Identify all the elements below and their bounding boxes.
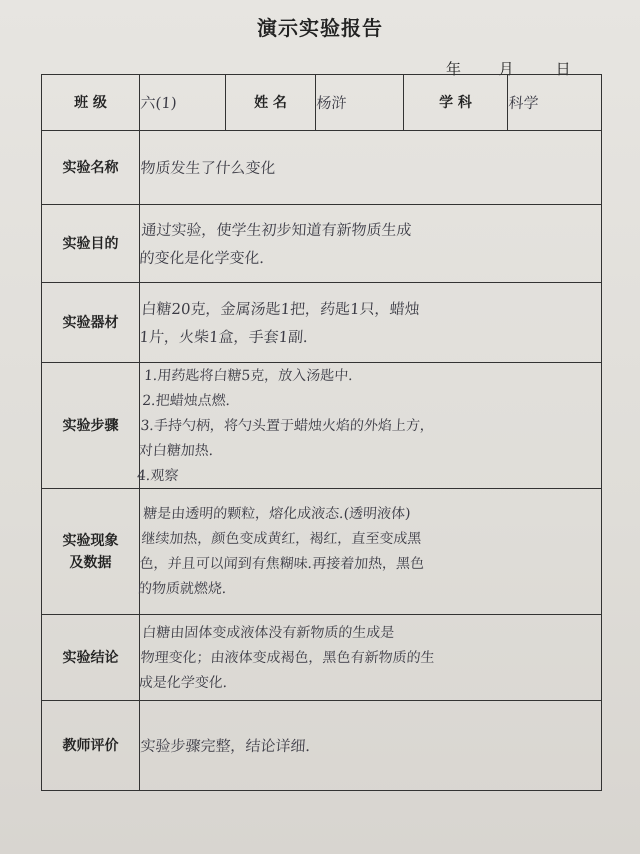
step-line: 2.把蜡烛点燃. [141,392,231,408]
report-title: 演示实验报告 [257,16,383,40]
conclusion-line: 物理变化；由液体变成褐色，黑色有新物质的生 [139,649,435,665]
conclusion-line: 成是化学变化. [137,674,228,690]
purpose-line: 的变化是化学变化. [138,248,265,267]
step-line: 3.手持勺柄，将勺头置于蜡烛火焰的外焰上方， [139,417,434,433]
row-materials [42,283,602,363]
phenomena-label [42,489,140,615]
student-name-label: 姓 名 [226,75,316,131]
subject-label: 学 科 [404,75,508,131]
class-value: 六(1) [138,75,228,131]
phenomena-line: 糖是由透明的颗粒，熔化成液态.(透明液体) [142,505,411,522]
subject-value: 科学 [506,75,604,131]
materials-line: 白糖20克，金属汤匙1把，药匙1只，蜡烛 [140,299,420,318]
teacher-evaluation-value [136,701,604,791]
row-teacher-evaluation [42,701,602,791]
purpose-value [137,205,604,283]
experiment-name-label: 实验名称 [42,131,140,205]
materials-value [137,283,605,363]
row-conclusion [42,615,602,701]
purpose-label: 实验目的 [42,205,140,283]
row-experiment-name [42,131,602,205]
phenomena-line: 的物质就燃烧. [136,580,227,597]
step-line: 1.用药匙将白糖5克，放入汤匙中. [142,367,353,383]
report-table [41,74,602,791]
phenomena-label-line: 及数据 [69,554,112,571]
teacher-evaluation-label: 教师评价 [42,701,140,791]
date-year: 年 [446,60,462,78]
phenomena-label-line: 实验现象 [62,532,119,549]
row-purpose [42,205,602,283]
materials-label: 实验器材 [42,283,140,363]
header-row [42,75,602,131]
conclusion-label: 实验结论 [42,615,140,701]
class-label: 班 级 [42,75,140,131]
phenomena-line: 色，并且可以闻到有焦糊味.再接着加热，黑色 [138,555,425,572]
row-steps [42,363,602,489]
row-phenomena [42,489,602,615]
experiment-name-value [137,131,604,205]
experiment-name-line: 物质发生了什么变化 [139,158,276,177]
conclusion-line: 白糖由固体变成液体没有新物质的生成是 [141,624,395,640]
step-line: 对白糖加热. [137,442,214,458]
phenomena-line: 继续加热，颜色变成黄红，褐红，直至变成黑 [140,530,422,547]
step-line: 4.观察 [135,467,179,483]
purpose-line: 通过实验，使学生初步知道有新物质生成 [140,220,412,239]
steps-value [135,363,606,489]
teacher-evaluation-line: 实验步骤完整，结论详细. [139,736,311,755]
date-month: 月 [498,60,514,78]
student-name-value: 杨浒 [314,75,406,131]
conclusion-value [136,615,604,701]
date-day: 日 [555,60,571,78]
materials-line: 1片，火柴1盒，手套1副. [138,327,309,346]
phenomena-value [135,489,606,615]
steps-label: 实验步骤 [42,363,140,489]
